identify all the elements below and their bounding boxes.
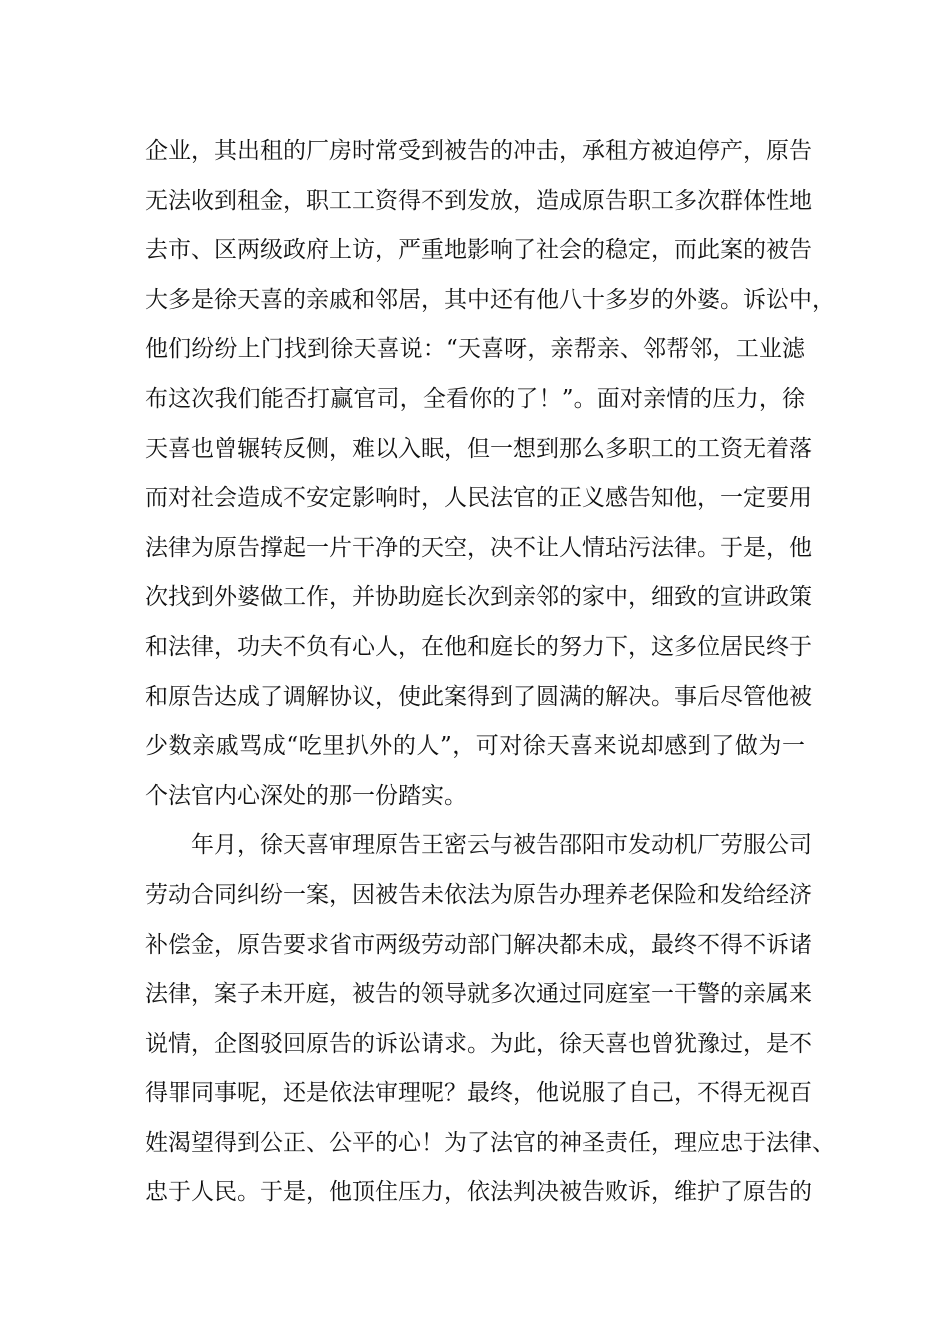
text-line: 去市、区两级政府上访，严重地影响了社会的稳定，而此案的被告: [145, 237, 812, 264]
text-line: 无法收到租金，职工工资得不到发放，造成原告职工多次群体性地: [145, 187, 812, 214]
text-line: 说情，企图驳回原告的诉讼请求。为此，徐天喜也曾犹豫过，是不: [145, 1030, 812, 1057]
text-line: 和原告达成了调解协议，使此案得到了圆满的解决。事后尽管他被: [145, 683, 812, 710]
text-line: 企业，其出租的厂房时常受到被告的冲击，承租方被迫停产，原告: [145, 138, 812, 164]
text-line: 和法律，功夫不负有心人，在他和庭长的努力下，这多位居民终于: [145, 633, 812, 660]
text-line: 大多是徐天喜的亲戚和邻居，其中还有他八十多岁的外婆。诉讼中，: [145, 286, 835, 313]
document-body: [145, 127, 835, 1218]
text-line: 而对社会造成不安定影响时，人民法官的正义感告知他，一定要用: [145, 485, 812, 512]
text-line: 少数亲戚骂成“吃里扒外的人”，可对徐天喜来说却感到了做为一: [145, 733, 805, 760]
text-line: 劳动合同纠纷一案，因被告未依法为原告办理养老保险和发给经济: [145, 881, 812, 908]
text-line: 个法官内心深处的那一份踏实。: [145, 782, 467, 809]
text-line: 他们纷纷上门找到徐天喜说：“天喜呀，亲帮亲、邻帮邻，工业滤: [145, 336, 805, 363]
text-line: 次找到外婆做工作，并协助庭长次到亲邻的家中，细致的宣讲政策: [145, 584, 812, 611]
paragraph-1: [145, 127, 835, 821]
text-line: 法律为原告撑起一片干净的天空，决不让人情玷污法律。于是，他: [145, 534, 812, 561]
text-line: 忠于人民。于是，他顶住压力，依法判决被告败诉，维护了原告的: [145, 1179, 812, 1206]
text-line: 年月，徐天喜审理原告王密云与被告邵阳市发动机厂劳服公司: [191, 832, 812, 859]
text-line: 天喜也曾辗转反侧，难以入眠，但一想到那么多职工的工资无着落: [145, 435, 812, 462]
text-line: 布这次我们能否打赢官司，全看你的了！”。面对亲情的压力，徐: [145, 385, 805, 412]
paragraph-2: [145, 821, 835, 1218]
text-line: 得罪同事呢，还是依法审理呢？最终，他说服了自己，不得无视百: [145, 1080, 812, 1107]
text-line: 补偿金，原告要求省市两级劳动部门解决都未成，最终不得不诉诸: [145, 931, 812, 958]
text-line: 姓渴望得到公正、公平的心！为了法官的神圣责任，理应忠于法律、: [145, 1129, 835, 1156]
text-line: 法律，案子未开庭，被告的领导就多次通过同庭室一干警的亲属来: [145, 981, 812, 1008]
